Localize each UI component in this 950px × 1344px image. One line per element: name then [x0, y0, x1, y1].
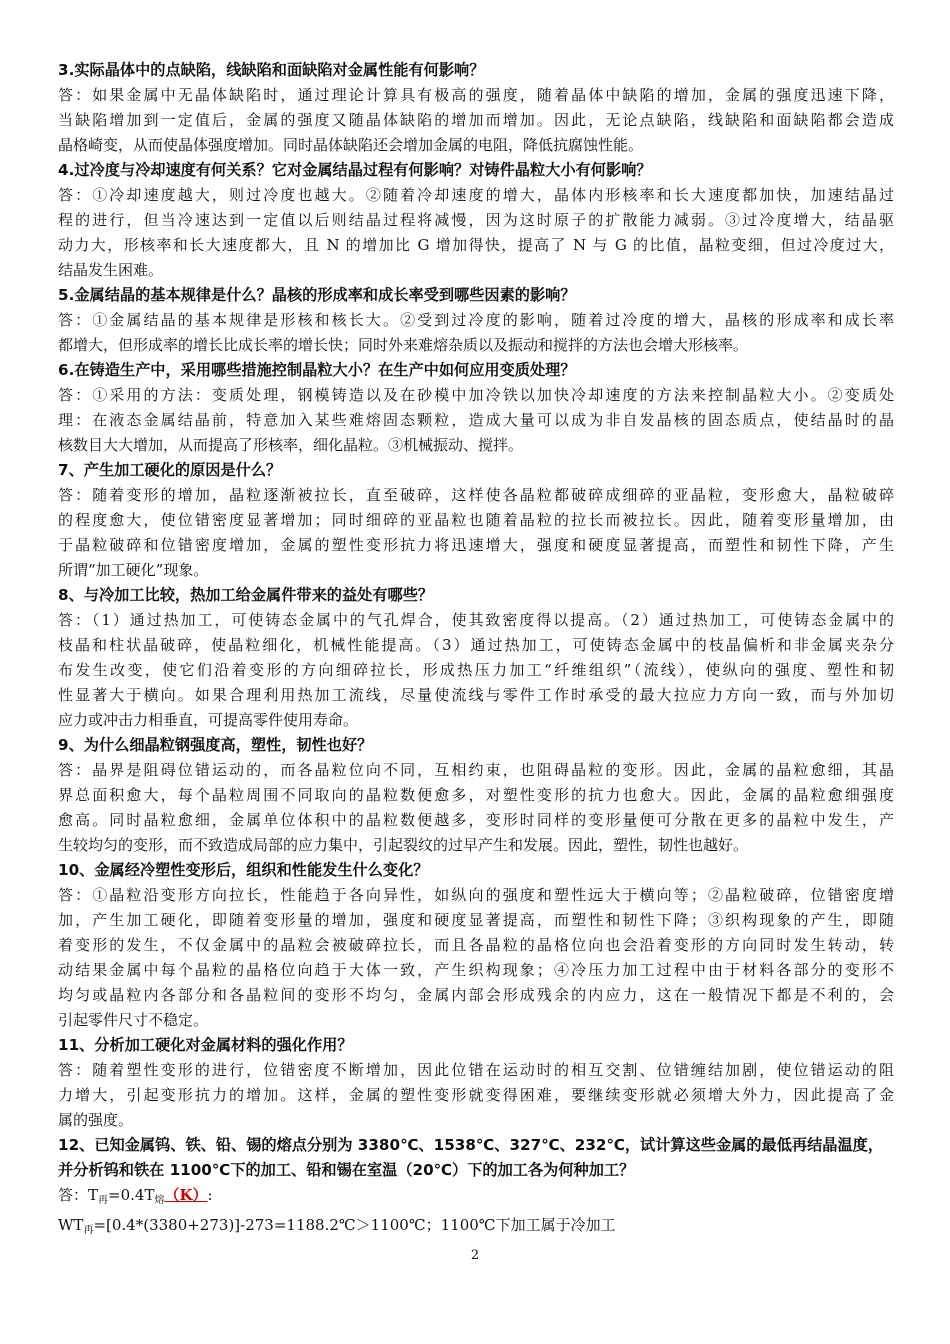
- question-heading: 6.在铸造生产中，采用哪些措施控制晶粒大小？在生产中如何应用变质处理？: [58, 361, 576, 379]
- answer-line: 核数目大大增加，从而提高了形核率，细化晶粒。③机械振动、搅拌。: [58, 436, 524, 454]
- answer-line: 的程度愈大，使位错密度显著增加；同时细碎的亚晶粒也随着晶粒的拉长而被拉长。因此，随着变形量增加，由: [58, 511, 894, 529]
- answer-line: 晶格崎变，从而使晶体强度增加。同时晶体缺陷还会增加金属的电阻，降低抗腐蚀性能。: [58, 136, 644, 154]
- subscript: 再: [98, 1195, 109, 1206]
- question-12-block: [58, 1133, 894, 1243]
- question-heading: 10、金属经冷塑性变形后，组织和性能发生什么变化？: [58, 861, 429, 879]
- formula-line-1: [58, 1183, 894, 1213]
- answer-line: 答：①采用的方法：变质处理，钢模铸造以及在砂模中加冷铁以加快冷却速度的方法来控制晶粒大小。②变质处: [58, 386, 894, 404]
- answer-line: 布发生改变，使它们沿着变形的方向细碎拉长，形成热压力加工“纤维组织”（流线），使纵向的强度、塑性和韧: [58, 661, 894, 679]
- answer-line: 均匀或晶粒内各部分和各晶粒间的变形不均匀，金属内部会形成残余的内应力，这在一般情况下都是不利的，会: [58, 986, 894, 1004]
- answer-line: 答：①冷却速度越大，则过冷度也越大。②随着冷却速度的增大，晶体内形核率和长大速度都加快，加速结晶过: [58, 186, 894, 204]
- answer-line: 力增大，引起变形抗力的增加。这样，金属的塑性变形就变得困难，要继续变形就必须增大外力，因此提高了金: [58, 1086, 894, 1104]
- answer-line: 动力大，形核率和长大速度都大，且 N 的增加比 G 增加得快，提高了 N 与 G 的比值，晶粒变细，但过冷度过大，: [58, 236, 894, 254]
- answer-paragraph: [58, 383, 894, 458]
- answer-paragraph: [58, 1058, 894, 1133]
- answer-line: 答：晶界是阻碍位错运动的，而各晶粒位向不同，互相约束，也阻碍晶粒的变形。因此，金属的晶粒愈细，其晶: [58, 761, 894, 779]
- answer-line: 愈高。同时晶粒愈细，金属单位体积中的晶粒数便越多，变形时同样的变形量便可分散在更多的晶粒中发生，产: [58, 811, 894, 829]
- answer-line: 动结果金属中每个晶粒的晶格位向趋于大体一致，产生织构现象；④冷压力加工过程中由于材料各部分的变形不: [58, 961, 894, 979]
- question-heading-continued: 并分析钨和铁在 1100℃下的加工、铅和锡在室温（20℃）下的加工各为何种加工？: [58, 1161, 635, 1179]
- answer-line: 着变形的发生，不仅金属中的晶粒会被破碎拉长，而且各晶粒的晶格位向也会沿着变形的方向同时发生转动，转: [58, 936, 894, 954]
- page-number: 2: [470, 1248, 480, 1263]
- question-heading: 7、产生加工硬化的原因是什么？: [58, 461, 282, 479]
- answer-paragraph: [58, 183, 894, 283]
- answer-line: 枝晶和柱状晶破碎，使晶粒细化，机械性能提高。（3）通过热加工，可使铸态金属中的枝晶偏析和非金属夹杂分: [58, 636, 894, 654]
- question-heading: 12、已知金属钨、铁、铅、锡的熔点分别为 3380℃、1538℃、327℃、232℃，试计算这些金属的最低再结晶温度，: [58, 1136, 884, 1154]
- question-heading: 11、分析加工硬化对金属材料的强化作用？: [58, 1036, 353, 1054]
- question-heading: 8、与冷加工比较，热加工给金属件带来的益处有哪些？: [58, 586, 434, 604]
- formula-text: 答：T: [58, 1186, 99, 1204]
- answer-paragraph: [58, 758, 894, 858]
- answer-line: 答：随着塑性变形的进行，位错密度不断增加，因此位错在运动时的相互交割、位错缠结加剧，使位错运动的阻: [58, 1061, 894, 1079]
- answer-line: 引起零件尺寸不稳定。: [58, 1011, 209, 1029]
- answer-paragraph: [58, 308, 894, 358]
- answer-line: 属的强度。: [58, 1111, 134, 1129]
- answer-line: 答：①金属结晶的基本规律是形核和核长大。②受到过冷度的影响，随着过冷度的增大，晶核的形成率和成长率: [58, 311, 894, 329]
- answer-line: 所谓“加工硬化”现象。: [58, 561, 209, 579]
- answer-paragraph: [58, 608, 894, 733]
- page-content: [58, 58, 894, 1243]
- answer-line: 加，产生加工硬化，即随着变形量的增加，强度和硬度显著提高，而塑性和韧性下降；③织构现象的产生，即随: [58, 911, 894, 929]
- formula-text: WT: [58, 1216, 84, 1234]
- answer-line: 答：①晶粒沿变形方向拉长，性能趋于各向异性，如纵向的强度和塑性远大于横向等；②晶粒破碎，位错密度增: [58, 886, 894, 904]
- formula-line-2: [58, 1213, 894, 1243]
- answer-line: 应力或冲击力相垂直，可提高零件使用寿命。: [58, 711, 359, 729]
- question-heading: 4.过冷度与冷却速度有何关系？它对金属结晶过程有何影响？对铸件晶粒大小有何影响？: [58, 161, 652, 179]
- answer-paragraph: [58, 483, 894, 583]
- subscript: 熔: [154, 1195, 165, 1206]
- answer-line: 结晶发生困难。: [58, 261, 164, 279]
- subscript: 再: [83, 1225, 94, 1236]
- answer-line: 答：如果金属中无晶体缺陷时，通过理论计算具有极高的强度，随着晶体中缺陷的增加，金属的强度迅速下降，: [58, 86, 894, 104]
- question-heading: 9、为什么细晶粒钢强度高，塑性，韧性也好？: [58, 736, 373, 754]
- question-heading: 3.实际晶体中的点缺陷，线缺陷和面缺陷对金属性能有何影响？: [58, 61, 485, 79]
- answer-line: 答：随着变形的增加，晶粒逐渐被拉长，直至破碎，这样使各晶粒都破碎成细碎的亚晶粒，变形愈大，晶粒破碎: [58, 486, 894, 504]
- answer-line: 界总面积愈大，每个晶粒周围不同取向的晶粒数便愈多，对塑性变形的抗力也愈大。因此，金属的晶粒愈细强度: [58, 786, 894, 804]
- kelvin-annotation: （K）: [164, 1186, 208, 1204]
- answer-line: 答：（1）通过热加工，可使铸态金属中的气孔焊合，使其致密度得以提高。（2）通过热加工，可使铸态金属中的: [58, 611, 894, 629]
- formula-text: :: [207, 1186, 213, 1204]
- answer-line: 生较均匀的变形，而不致造成局部的应力集中，引起裂纹的过早产生和发展。因此，塑性，韧性也越好。: [58, 836, 749, 854]
- answer-paragraph: [58, 883, 894, 1033]
- formula-text: =[0.4*(3380+273)]-273=1188.2℃＞1100℃；1100℃下加工属于冷加工: [93, 1216, 616, 1234]
- answer-line: 当缺陷增加到一定值后，金属的强度又随晶体缺陷的增加而增加。因此，无论点缺陷，线缺陷和面缺陷都会造成: [58, 111, 894, 129]
- answer-line: 于晶粒破碎和位错密度增加，金属的塑性变形抗力将迅速增大，强度和硬度显著提高，而塑性和韧性下降，产生: [58, 536, 894, 554]
- answer-line: 都增大，但形成率的增长比成长率的增长快；同时外来难熔杂质以及振动和搅拌的方法也会增大形核率。: [58, 336, 749, 354]
- answer-line: 性显著大于横向。如果合理利用热加工流线，尽量使流线与零件工作时承受的最大拉应力方向一致，而与外加切: [58, 686, 894, 704]
- question-heading: 5.金属结晶的基本规律是什么？晶核的形成率和成长率受到哪些因素的影响？: [58, 286, 576, 304]
- answer-line: 程的进行，但当冷速达到一定值以后则结晶过程将减慢，因为这时原子的扩散能力减弱。③过冷度增大，结晶驱: [58, 211, 894, 229]
- formula-text: =0.4T: [108, 1186, 155, 1204]
- answer-line: 理：在液态金属结晶前，特意加入某些难熔固态颗粒，造成大量可以成为非自发晶核的固态质点，使结晶时的晶: [58, 411, 894, 429]
- answer-paragraph: [58, 83, 894, 158]
